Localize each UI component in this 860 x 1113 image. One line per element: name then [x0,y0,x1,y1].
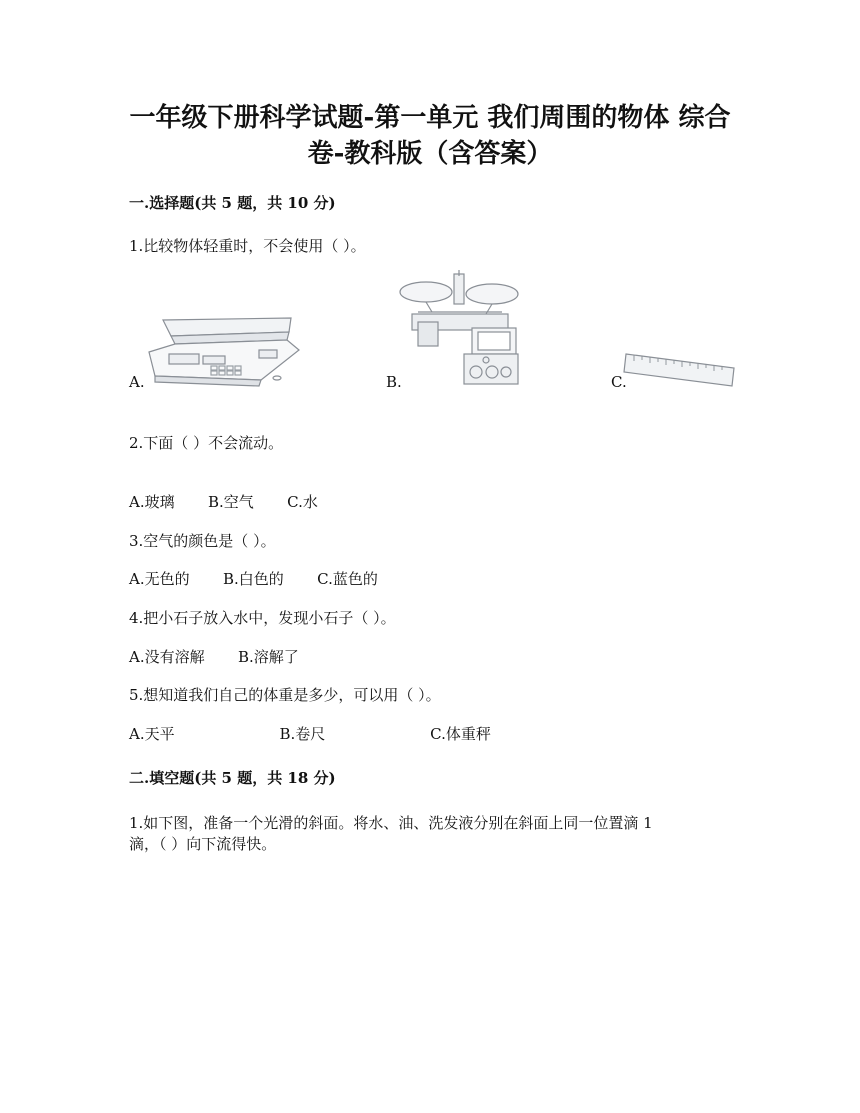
q1-text: 1.比较物体轻重时，不会使用（ ）。 [129,237,366,255]
s2-q1-line1: 1.如下图，准备一个光滑的斜面。将水、油、洗发液分别在斜面上同一位置滴 1 [129,814,653,832]
q4-options: A.没有溶解 B.溶解了 [129,648,299,666]
q3-options: A.无色的 B.白色的 C.蓝色的 [129,570,378,588]
balance-scale-image [398,268,523,390]
s2-q1-line2: 滴，（ ）向下流得快。 [129,835,277,853]
section2-heading: 二.填空题(共 5 题，共 18 分) [129,769,336,787]
section1-heading: 一.选择题(共 5 题，共 10 分) [129,194,336,212]
document-title-line1: 一年级下册科学试题-第一单元 我们周围的物体 综合 [129,103,731,133]
q1-option-a-label: A. [129,373,145,391]
q4-text: 4.把小石子放入水中，发现小石子（ ）。 [129,609,396,627]
q3-text: 3.空气的颜色是（ ）。 [129,532,276,550]
document-title-line2: 卷-教科版（含答案） [307,139,553,169]
q1-option-b-label: B. [386,373,402,391]
q5-options: A.天平 B.卷尺 C.体重秤 [129,725,491,743]
q5-text: 5.想知道我们自己的体重是多少，可以用（ ）。 [129,686,441,704]
q2-text: 2.下面（ ）不会流动。 [129,434,284,452]
ruler-image [622,350,738,390]
q2-options: A.玻璃 B.空气 C.水 [129,493,318,511]
electronic-scale-image [141,310,301,390]
q1-option-c-label: C. [611,373,627,391]
